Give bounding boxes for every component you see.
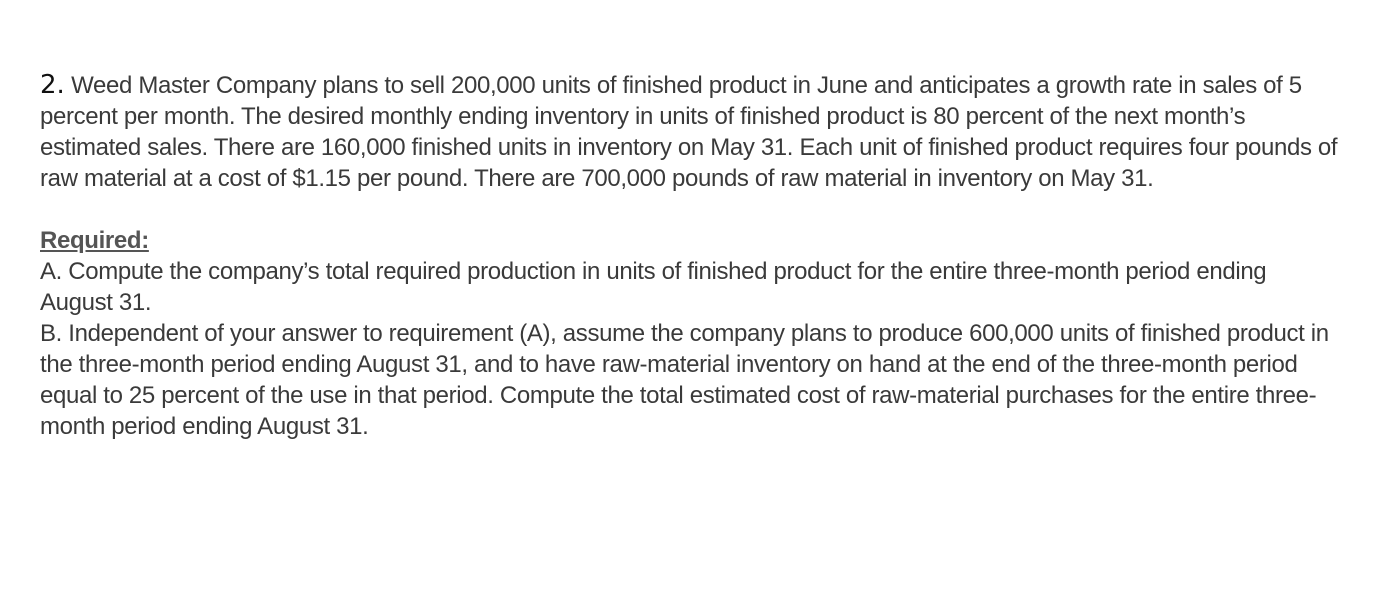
problem-text: Weed Master Company plans to sell 200,000 units of finished product in June and anticipates a growth rate in sales of 5 percent per month. The desired monthly ending inventory in units of finished product is 80 percent of the next month’s estimated sales. There are 160,000 finished units in inventory on May 31. Each unit of finished product requires four pounds of raw material at a cost of $1.15 per pound. There are 700,000 pounds of raw material in inventory on May 31. (40, 72, 1338, 192)
requirement-a: A. Compute the company’s total required production in units of finished product for the entire three-month period ending August 31. (40, 258, 1267, 316)
problem-number: 2. (40, 70, 65, 100)
problem-document (40, 70, 1340, 442)
paragraph-spacer (40, 194, 1340, 225)
required-heading: Required: (40, 227, 149, 254)
requirement-b: B. Independent of your answer to requirement (A), assume the company plans to produce 600,000 units of finished product in the three-month period ending August 31, and to have raw-material inventory on hand at the end of the three-month period equal to 25 percent of the use in that period. Compute the total estimated cost of raw-material purchases for the entire three-month period ending August 31. (40, 320, 1329, 440)
problem-statement (40, 70, 1340, 194)
